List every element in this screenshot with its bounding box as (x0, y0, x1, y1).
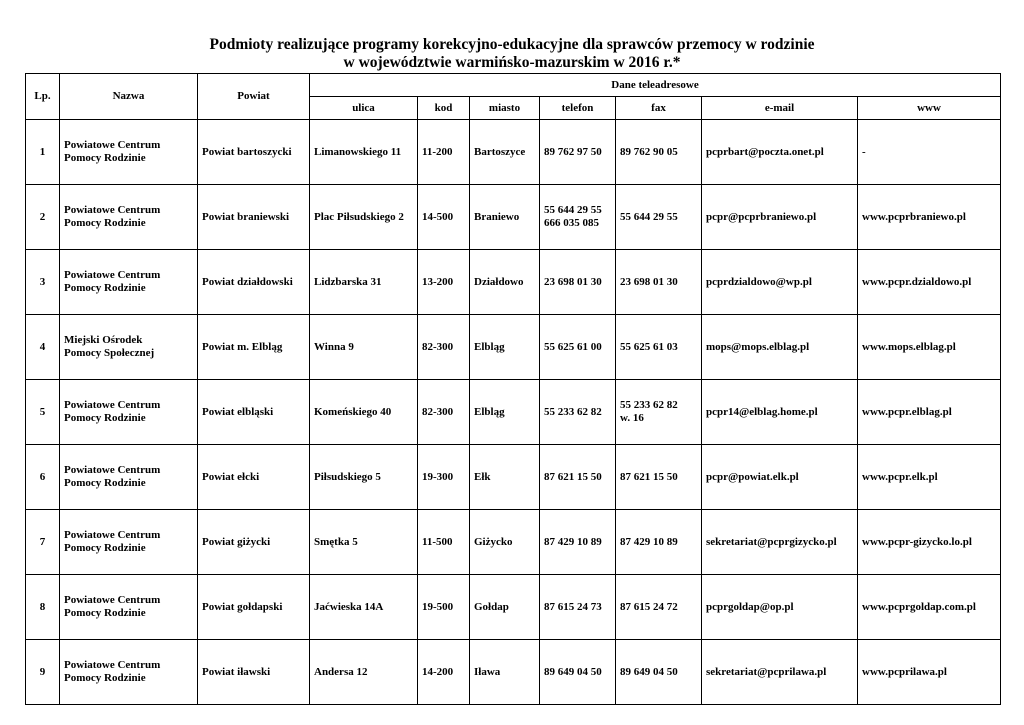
table-row (26, 120, 1001, 185)
cell-telefon-text: 55 625 61 00 (544, 340, 602, 353)
cell-powiat-text: Powiat działdowski (202, 275, 293, 288)
cell-powiat (198, 315, 310, 380)
cell-telefon (540, 575, 616, 640)
cell-kod-text: 13-200 (422, 275, 454, 288)
document-title-line-2: w województwie warmińsko-mazurskim w 2016 r.* (343, 54, 681, 71)
cell-miasto (470, 120, 540, 185)
cell-kod-text: 14-500 (422, 210, 454, 223)
cell-www (858, 315, 1001, 380)
cell-kod (418, 250, 470, 315)
cell-www-text: www.pcpr.dzialdowo.pl (862, 275, 972, 288)
cell-miasto-text: Gołdap (474, 600, 509, 613)
cell-www (858, 185, 1001, 250)
cell-fax-text: 87 621 15 50 (620, 470, 678, 483)
cell-lp (26, 185, 60, 250)
cell-nazwa (60, 380, 198, 445)
cell-ulica-text: Jaćwieska 14A (314, 600, 384, 613)
cell-email (702, 185, 858, 250)
cell-www-text: www.pcprilawa.pl (862, 665, 947, 678)
table-row (26, 185, 1001, 250)
cell-miasto (470, 445, 540, 510)
cell-kod (418, 575, 470, 640)
cell-telefon (540, 250, 616, 315)
cell-powiat-text: Powiat iławski (202, 665, 271, 678)
cell-www-text: - (862, 145, 866, 158)
cell-kod-text: 82-300 (422, 405, 454, 418)
cell-kod (418, 445, 470, 510)
cell-lp (26, 445, 60, 510)
cell-lp (26, 120, 60, 185)
cell-nazwa-text: Powiatowe Centrum (64, 529, 161, 541)
cell-lp-text: 9 (39, 665, 46, 678)
cell-fax-text: 55 644 29 55 (620, 210, 678, 223)
cell-lp-text: 4 (39, 340, 46, 353)
cell-www (858, 250, 1001, 315)
cell-lp-text: 8 (39, 600, 46, 613)
cell-kod-text: 19-300 (422, 470, 454, 483)
cell-powiat (198, 510, 310, 575)
cell-powiat-text: Powiat ełcki (202, 470, 260, 483)
cell-kod (418, 640, 470, 705)
cell-miasto (470, 250, 540, 315)
cell-fax (616, 575, 702, 640)
cell-telefon-text: 87 429 10 89 (544, 535, 602, 548)
cell-email-text: sekretariat@pcprilawa.pl (706, 665, 827, 678)
cell-powiat (198, 640, 310, 705)
cell-fax (616, 185, 702, 250)
cell-telefon-text: 55 233 62 82 (544, 405, 602, 418)
cell-www (858, 445, 1001, 510)
cell-ulica (310, 185, 418, 250)
cell-ulica-text: Winna 9 (314, 340, 354, 353)
header-dane-teleadresowe: Dane teleadresowe (310, 74, 1001, 97)
cell-lp-text: 7 (39, 535, 46, 548)
cell-telefon-text: 87 615 24 73 (544, 600, 602, 613)
cell-nazwa (60, 510, 198, 575)
cell-fax (616, 250, 702, 315)
cell-lp (26, 575, 60, 640)
cell-www-text: www.pcprgoldap.com.pl (862, 600, 976, 613)
header-powiat: Powiat (198, 74, 310, 120)
cell-nazwa-text: Pomocy Rodzinie (64, 412, 146, 424)
cell-fax-text: 87 429 10 89 (620, 535, 678, 548)
cell-miasto-text: Elbląg (474, 405, 505, 418)
cell-nazwa-text: Pomocy Rodzinie (64, 607, 146, 619)
cell-ulica (310, 510, 418, 575)
cell-www (858, 510, 1001, 575)
cell-kod-text: 11-200 (422, 145, 453, 158)
cell-www (858, 640, 1001, 705)
table-row (26, 315, 1001, 380)
cell-lp-text: 2 (39, 210, 46, 223)
cell-kod-text: 19-500 (422, 600, 454, 613)
header-lp: Lp. (26, 74, 60, 120)
cell-telefon-text: 55 644 29 55 (544, 204, 602, 216)
cell-email-text: pcprbart@poczta.onet.pl (706, 145, 824, 158)
cell-nazwa-text: Powiatowe Centrum (64, 659, 161, 671)
table-row (26, 510, 1001, 575)
cell-powiat (198, 575, 310, 640)
cell-email-text: pcprgoldap@op.pl (706, 600, 794, 613)
cell-fax (616, 380, 702, 445)
cell-ulica (310, 445, 418, 510)
cell-telefon (540, 315, 616, 380)
cell-fax-text: 87 615 24 72 (620, 600, 678, 613)
cell-email-text: sekretariat@pcprgizycko.pl (706, 535, 837, 548)
cell-miasto-text: Elbląg (474, 340, 505, 353)
institutions-table (25, 73, 1001, 705)
cell-ulica-text: Smętka 5 (314, 535, 358, 548)
cell-telefon-text: 23 698 01 30 (544, 275, 602, 288)
cell-nazwa-text: Pomocy Rodzinie (64, 477, 146, 489)
header-www: www (858, 97, 1001, 120)
cell-www (858, 575, 1001, 640)
cell-nazwa (60, 250, 198, 315)
cell-kod (418, 380, 470, 445)
header-telefon: telefon (540, 97, 616, 120)
cell-fax (616, 445, 702, 510)
cell-miasto (470, 315, 540, 380)
cell-nazwa (60, 315, 198, 380)
cell-nazwa-text: Miejski Ośrodek (64, 334, 143, 346)
cell-miasto-text: Braniewo (474, 210, 520, 223)
cell-powiat (198, 185, 310, 250)
cell-nazwa-text: Powiatowe Centrum (64, 139, 161, 151)
document-title-line-1: Podmioty realizujące programy korekcyjno-edukacyjne dla sprawców przemocy w rodzinie (209, 36, 815, 53)
header-nazwa: Nazwa (60, 74, 198, 120)
cell-telefon-text: 666 035 085 (544, 217, 599, 229)
cell-nazwa (60, 120, 198, 185)
cell-lp-text: 3 (39, 275, 46, 288)
cell-ulica (310, 120, 418, 185)
cell-lp-text: 5 (39, 405, 46, 418)
cell-fax-text: w. 16 (620, 412, 644, 424)
cell-ulica-text: Plac Piłsudskiego 2 (314, 210, 404, 223)
header-kod: kod (418, 97, 470, 120)
cell-kod (418, 185, 470, 250)
cell-lp (26, 380, 60, 445)
header-fax: fax (616, 97, 702, 120)
cell-nazwa-text: Powiatowe Centrum (64, 204, 161, 216)
cell-telefon (540, 640, 616, 705)
cell-www-text: www.pcpr.elblag.pl (862, 405, 952, 418)
cell-fax (616, 640, 702, 705)
cell-www (858, 380, 1001, 445)
cell-www-text: www.pcprbraniewo.pl (862, 210, 966, 223)
cell-email (702, 575, 858, 640)
cell-powiat-text: Powiat elbląski (202, 405, 274, 418)
cell-email (702, 380, 858, 445)
cell-telefon (540, 380, 616, 445)
cell-nazwa-text: Pomocy Społecznej (64, 347, 155, 359)
cell-www (858, 120, 1001, 185)
cell-telefon (540, 510, 616, 575)
cell-powiat-text: Powiat bartoszycki (202, 145, 292, 158)
cell-nazwa (60, 445, 198, 510)
cell-fax (616, 510, 702, 575)
cell-ulica (310, 575, 418, 640)
cell-ulica (310, 250, 418, 315)
cell-nazwa (60, 185, 198, 250)
cell-kod (418, 510, 470, 575)
cell-miasto-text: Bartoszyce (474, 145, 526, 158)
cell-powiat-text: Powiat braniewski (202, 210, 290, 223)
cell-email-text: pcpr@pcprbraniewo.pl (706, 210, 817, 223)
cell-telefon-text: 87 621 15 50 (544, 470, 602, 483)
cell-miasto-text: Giżycko (474, 535, 513, 548)
cell-www-text: www.mops.elblag.pl (862, 340, 956, 353)
cell-miasto-text: Działdowo (474, 275, 524, 288)
cell-miasto (470, 380, 540, 445)
cell-miasto (470, 185, 540, 250)
cell-www-text: www.pcpr-gizycko.lo.pl (862, 535, 972, 548)
cell-powiat-text: Powiat gołdapski (202, 600, 283, 613)
table-row (26, 575, 1001, 640)
table-row (26, 640, 1001, 705)
cell-ulica (310, 315, 418, 380)
table-row (26, 250, 1001, 315)
cell-miasto-text: Iława (474, 665, 501, 678)
cell-fax-text: 55 625 61 03 (620, 340, 678, 353)
cell-email-text: pcprdzialdowo@wp.pl (706, 275, 812, 288)
cell-telefon (540, 445, 616, 510)
cell-email-text: pcpr@powiat.elk.pl (706, 470, 799, 483)
cell-ulica-text: Lidzbarska 31 (314, 275, 382, 288)
cell-nazwa-text: Powiatowe Centrum (64, 594, 161, 606)
cell-kod-text: 11-500 (422, 535, 453, 548)
cell-telefon (540, 120, 616, 185)
cell-nazwa-text: Pomocy Rodzinie (64, 152, 146, 164)
cell-email-text: mops@mops.elblag.pl (706, 340, 810, 353)
cell-telefon-text: 89 649 04 50 (544, 665, 602, 678)
cell-email (702, 640, 858, 705)
cell-fax (616, 120, 702, 185)
cell-powiat (198, 250, 310, 315)
cell-ulica (310, 640, 418, 705)
cell-fax-text: 89 649 04 50 (620, 665, 678, 678)
cell-lp (26, 315, 60, 380)
cell-fax (616, 315, 702, 380)
cell-kod (418, 315, 470, 380)
cell-email (702, 510, 858, 575)
cell-ulica-text: Piłsudskiego 5 (314, 470, 381, 483)
cell-ulica-text: Limanowskiego 11 (314, 145, 402, 158)
cell-miasto (470, 510, 540, 575)
cell-fax-text: 55 233 62 82 (620, 399, 678, 411)
cell-ulica-text: Komeńskiego 40 (314, 405, 392, 418)
cell-powiat (198, 380, 310, 445)
cell-miasto-text: Ełk (474, 470, 491, 483)
cell-nazwa-text: Powiatowe Centrum (64, 464, 161, 476)
cell-telefon (540, 185, 616, 250)
cell-lp-text: 1 (39, 145, 46, 158)
cell-email (702, 315, 858, 380)
cell-email (702, 120, 858, 185)
cell-nazwa-text: Pomocy Rodzinie (64, 672, 146, 684)
header-ulica: ulica (310, 97, 418, 120)
cell-telefon-text: 89 762 97 50 (544, 145, 602, 158)
cell-powiat (198, 120, 310, 185)
cell-email-text: pcpr14@elblag.home.pl (706, 405, 818, 418)
cell-email (702, 250, 858, 315)
header-email: e-mail (702, 97, 858, 120)
cell-fax-text: 23 698 01 30 (620, 275, 678, 288)
cell-ulica (310, 380, 418, 445)
cell-kod (418, 120, 470, 185)
cell-www-text: www.pcpr.elk.pl (862, 470, 938, 483)
cell-lp-text: 6 (39, 470, 46, 483)
cell-miasto (470, 640, 540, 705)
table-row (26, 380, 1001, 445)
cell-nazwa-text: Pomocy Rodzinie (64, 217, 146, 229)
cell-nazwa-text: Pomocy Rodzinie (64, 542, 146, 554)
cell-lp (26, 510, 60, 575)
table-row (26, 445, 1001, 510)
cell-kod-text: 82-300 (422, 340, 454, 353)
cell-nazwa-text: Powiatowe Centrum (64, 399, 161, 411)
cell-kod-text: 14-200 (422, 665, 454, 678)
cell-nazwa (60, 640, 198, 705)
cell-powiat-text: Powiat giżycki (202, 535, 271, 548)
cell-fax-text: 89 762 90 05 (620, 145, 678, 158)
cell-nazwa (60, 575, 198, 640)
cell-powiat (198, 445, 310, 510)
cell-lp (26, 250, 60, 315)
cell-ulica-text: Andersa 12 (314, 665, 368, 678)
cell-nazwa-text: Powiatowe Centrum (64, 269, 161, 281)
header-miasto: miasto (470, 97, 540, 120)
cell-email (702, 445, 858, 510)
cell-nazwa-text: Pomocy Rodzinie (64, 282, 146, 294)
cell-miasto (470, 575, 540, 640)
cell-powiat-text: Powiat m. Elbląg (202, 340, 283, 353)
cell-lp (26, 640, 60, 705)
